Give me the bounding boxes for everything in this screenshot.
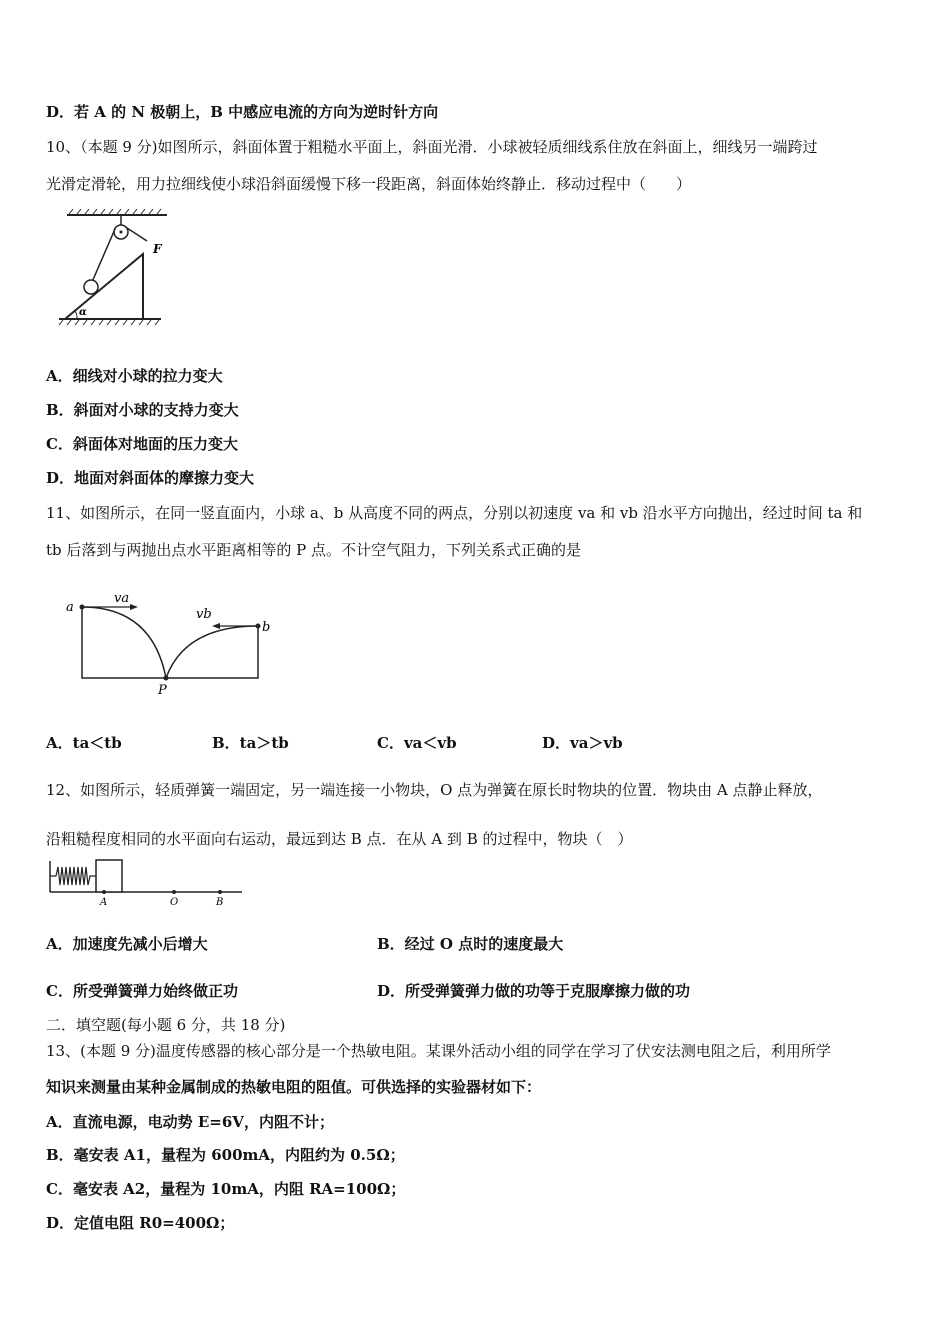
- q11-point-p-label: P: [158, 683, 167, 698]
- q10-option-c: C．斜面体对地面的压力变大: [46, 435, 238, 453]
- q11-stem-line2: tb 后落到与两抛出点水平距离相等的 P 点。不计空气阻力，下列关系式正确的是: [46, 541, 582, 559]
- q11-velocity-b-label: vb: [196, 607, 212, 622]
- q13-option-a: A．直流电源，电动势 E=6V，内阻不计；: [46, 1113, 334, 1131]
- q10-option-a: A．细线对小球的拉力变大: [46, 367, 223, 385]
- q12-stem-line2: 沿粗糙程度相同的水平面向右运动，最远到达 B 点．在从 A 到 B 的过程中，物块（ ）: [46, 830, 633, 848]
- q11-point-a-label: a: [66, 600, 74, 615]
- q12-point-b-label: B: [216, 897, 224, 908]
- q11-velocity-a-label: va: [114, 591, 130, 606]
- q12-option-b: B．经过 O 点时的速度最大: [377, 935, 564, 953]
- q11-option-d: D．va＞vb: [542, 734, 623, 752]
- q10-incline-figure: [55, 208, 175, 328]
- q10-option-b: B．斜面对小球的支持力变大: [46, 401, 239, 419]
- q13-option-c: C．毫安表 A2，量程为 10mA，内阻 RA=100Ω；: [46, 1180, 406, 1198]
- q12-point-o-label: O: [170, 897, 179, 908]
- section-fill-in-heading: 二．填空题(每小题 6 分，共 18 分): [46, 1016, 286, 1034]
- q10-angle-label: α: [79, 307, 87, 318]
- q12-option-d: D．所受弹簧弹力做的功等于克服摩擦力做的功: [377, 982, 691, 1000]
- q12-stem-line1: 12、如图所示，轻质弹簧一端固定，另一端连接一小物块，O 点为弹簧在原长时物块的位置．物块由 A 点静止释放，: [46, 781, 823, 799]
- q12-option-a: A．加速度先减小后增大: [46, 935, 208, 953]
- q11-point-b-label: b: [262, 620, 271, 635]
- q13-stem-line2: 知识来测量由某种金属制成的热敏电阻的阻值。可供选择的实验器材如下：: [46, 1078, 542, 1096]
- q13-option-d: D．定值电阻 R0=400Ω；: [46, 1214, 235, 1232]
- q11-option-b: B．ta＞tb: [212, 734, 289, 752]
- q12-point-a-label: A: [100, 897, 108, 908]
- q10-option-d: D．地面对斜面体的摩擦力变大: [46, 469, 255, 487]
- q11-option-a: A．ta＜tb: [46, 734, 122, 752]
- q11-stem-line1: 11、如图所示，在同一竖直面内，小球 a、b 从高度不同的两点，分别以初速度 va 和 vb 沿水平方向抛出，经过时间 ta 和: [46, 504, 863, 522]
- q11-projectile-figure: [60, 580, 280, 698]
- q13-stem-line1: 13、(本题 9 分)温度传感器的核心部分是一个热敏电阻。某课外活动小组的同学在学习了伏安法测电阻之后，利用所学: [46, 1042, 831, 1060]
- q13-option-b: B．毫安表 A1，量程为 600mA，内阻约为 0.5Ω；: [46, 1146, 405, 1164]
- q11-option-c: C．va＜vb: [377, 734, 457, 752]
- q9-option-d: D．若 A 的 N 极朝上，B 中感应电流的方向为逆时针方向: [46, 103, 439, 121]
- q12-option-c: C．所受弹簧弹力始终做正功: [46, 982, 238, 1000]
- q10-stem-line1: 10、（本题 9 分)如图所示，斜面体置于粗糙水平面上，斜面光滑．小球被轻质细线系住放在斜面上，细线另一端跨过: [46, 138, 818, 156]
- q10-stem-line2: 光滑定滑轮，用力拉细线使小球沿斜面缓慢下移一段距离，斜面体始终静止．移动过程中（ ）: [46, 175, 692, 193]
- q10-force-label: F: [153, 242, 162, 256]
- q12-spring-figure: [44, 855, 249, 910]
